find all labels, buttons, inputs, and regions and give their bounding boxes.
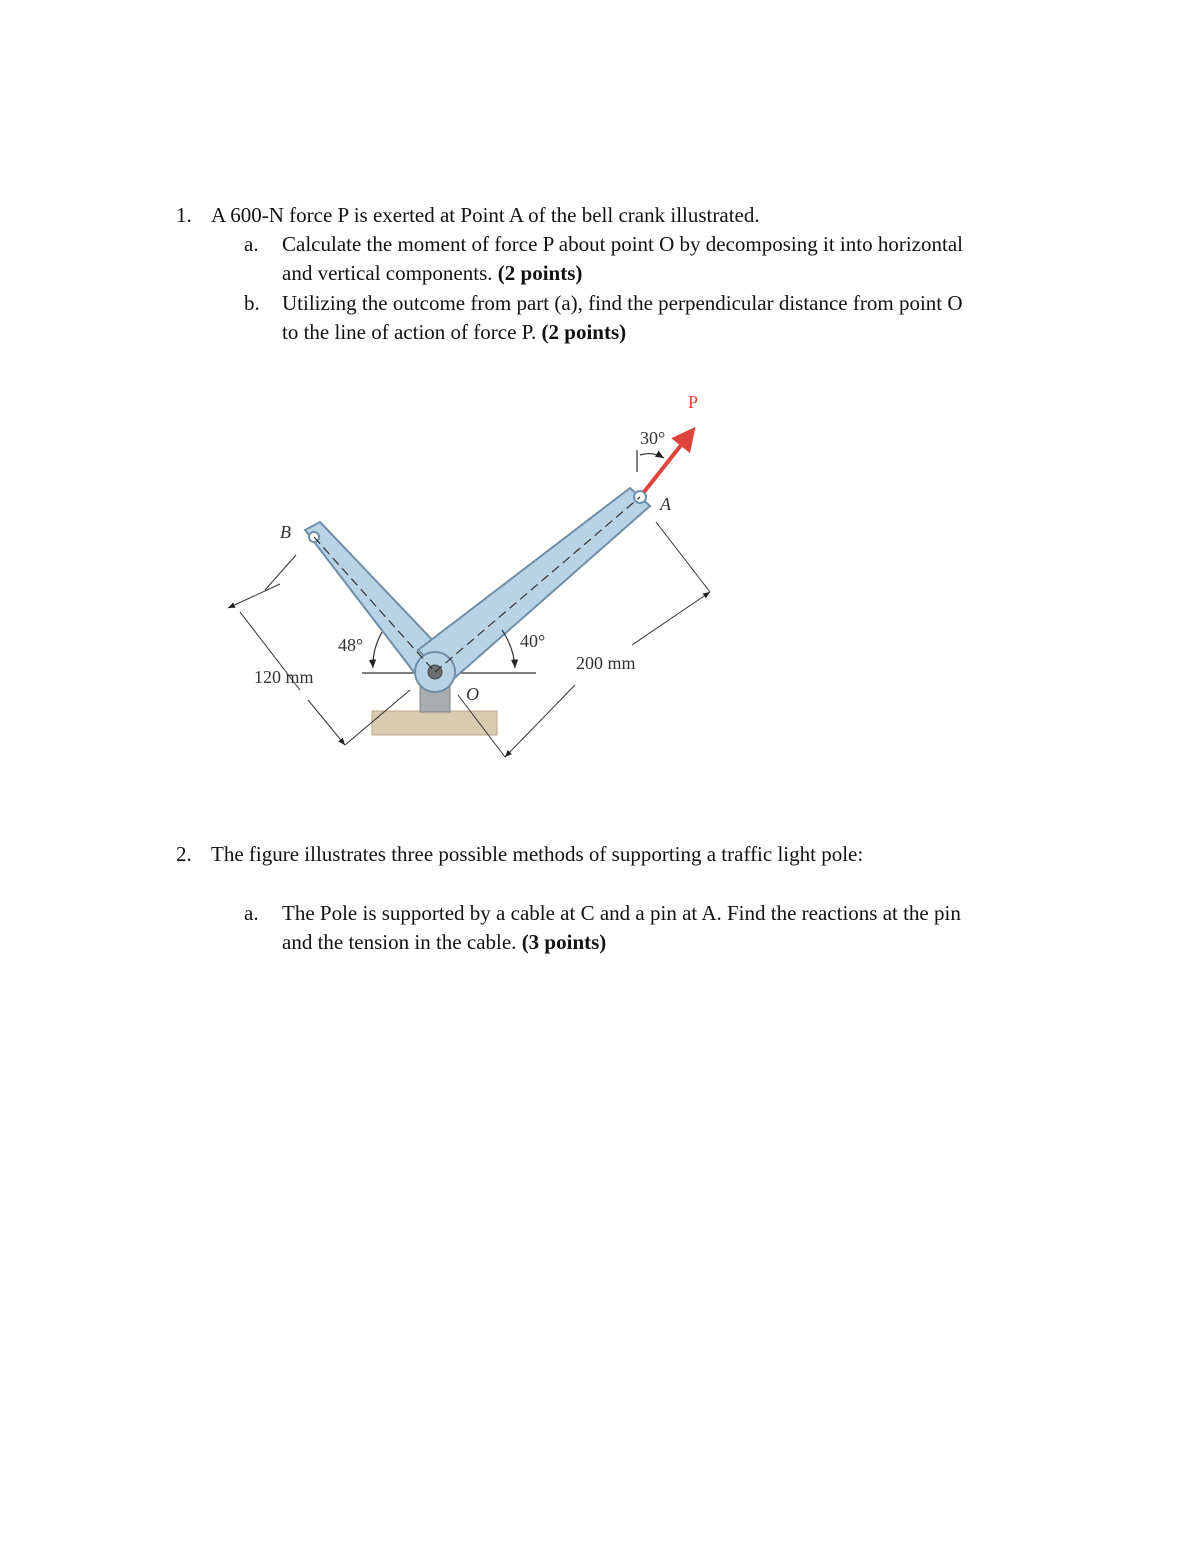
label-p: P <box>688 392 699 412</box>
dim-120-line-top <box>228 584 280 608</box>
angle-arc-48 <box>373 632 382 668</box>
label-o: O <box>466 684 479 704</box>
problem-2a-letter: a. <box>244 901 259 925</box>
angle-arc-30 <box>640 454 664 458</box>
label-angle-30: 30° <box>640 428 666 448</box>
problem-2-number: 2. <box>176 842 192 866</box>
problem-1a-line1: Calculate the moment of force P about point O by decomposing it into horizontal <box>282 232 963 256</box>
problem-2a-line1: The Pole is supported by a cable at C and a pin at A. Find the reactions at the pin <box>282 901 961 925</box>
dim-200-line-1 <box>632 592 710 645</box>
problem-2a-line2 <box>282 928 606 957</box>
problem-2a-points: (3 points) <box>521 930 607 954</box>
label-angle-48: 48° <box>338 635 364 655</box>
label-b: B <box>280 522 291 542</box>
problem-1-statement: A 600-N force P is exerted at Point A of the bell crank illustrated. <box>211 203 760 227</box>
dim-120-ext-top <box>265 555 296 590</box>
problem-1b-line2 <box>282 318 626 347</box>
arm-ob <box>305 522 440 680</box>
problem-1a-line2 <box>282 259 582 288</box>
bell-crank-figure <box>220 385 720 770</box>
problem-1b-points: (2 points) <box>541 320 627 344</box>
problem-1a-letter: a. <box>244 232 259 256</box>
dim-200-ext-top <box>656 522 710 592</box>
label-200mm: 200 mm <box>576 653 636 673</box>
problem-1a-points: (2 points) <box>497 261 583 285</box>
problem-1b-letter: b. <box>244 291 260 315</box>
ground-base <box>372 711 497 735</box>
problem-1a-line2-text: and vertical components. <box>282 261 493 285</box>
label-a: A <box>660 494 671 514</box>
problem-2a-line2-text: and the tension in the cable. <box>282 930 517 954</box>
problem-1-number: 1. <box>176 203 192 227</box>
problem-2-statement: The figure illustrates three possible methods of supporting a traffic light pole: <box>211 842 864 866</box>
dim-120-line-2 <box>308 700 345 745</box>
dim-200-line-2 <box>505 685 575 757</box>
label-angle-40: 40° <box>520 631 546 651</box>
label-120mm: 120 mm <box>254 667 314 687</box>
problem-1b-line2-text: to the line of action of force P. <box>282 320 537 344</box>
problem-1b-line1: Utilizing the outcome from part (a), find the perpendicular distance from point O <box>282 291 963 315</box>
